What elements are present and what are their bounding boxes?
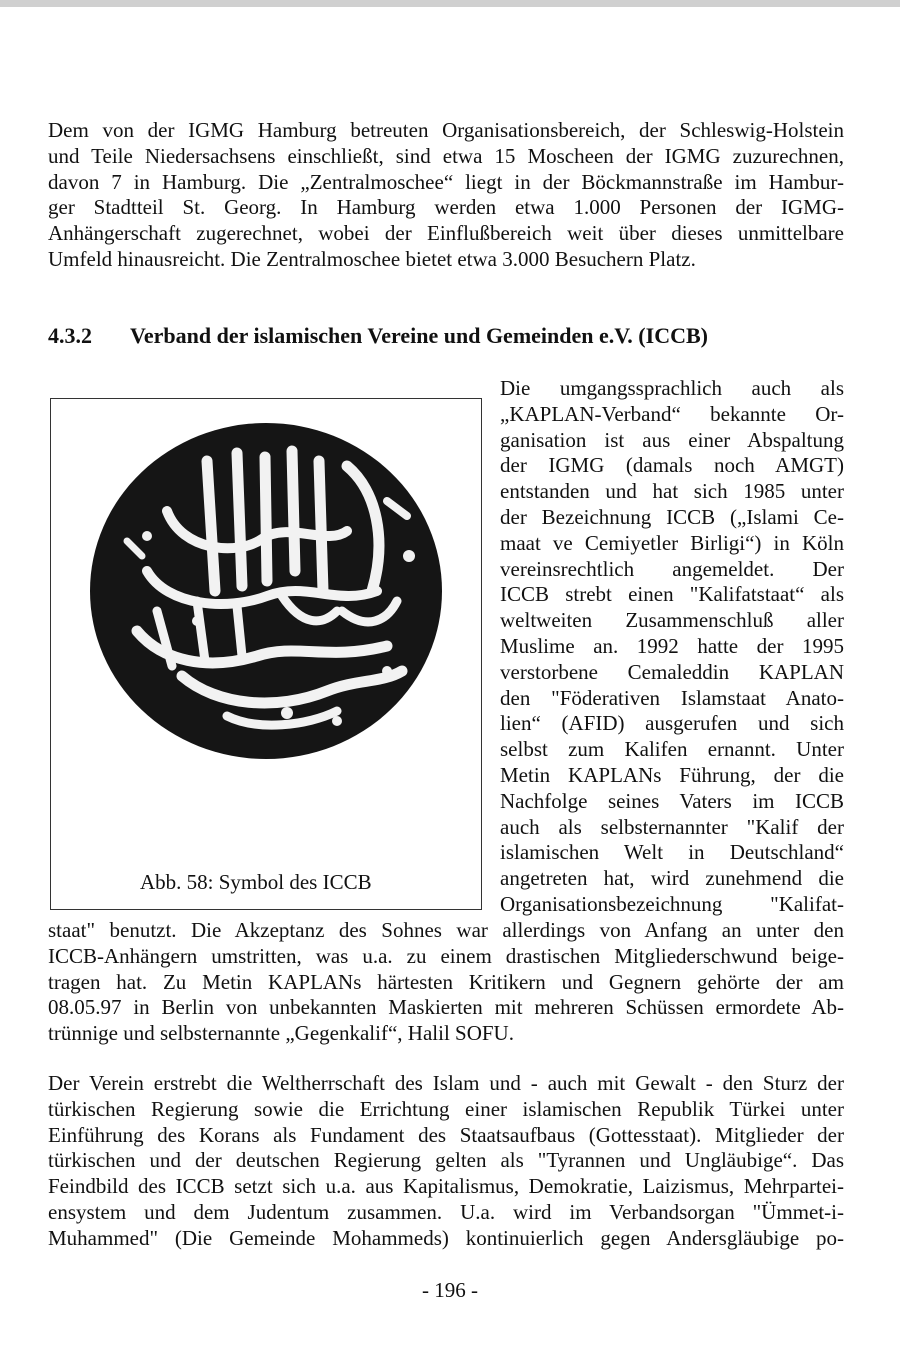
text-line: den "Föderativen Islamstaat Anato-: [500, 685, 844, 710]
text-line: Feindbild des ICCB setzt sich u.a. aus Kapitalismus, Demokratie, Laizismus, Mehrpartei-: [48, 1174, 844, 1199]
iccb-emblem-image: [87, 421, 445, 761]
text-line: maat ve Cemiyetler Birligi“) in Köln: [500, 530, 844, 555]
text-line: „KAPLAN-Verband“ bekannte Or-: [500, 401, 844, 426]
text-line: lien“ (AFID) ausgerufen und sich: [500, 711, 844, 736]
text-line: Die umgangssprachlich auch als: [500, 376, 844, 400]
text-line: der Bezeichnung ICCB („Islami Ce-: [500, 504, 844, 529]
page-number: - 196 -: [422, 1278, 478, 1302]
text-line: ganisation ist aus einer Abspaltung: [500, 427, 844, 452]
text-line: Umfeld hinausreicht. Die Zentralmoschee bietet etwa 3.000 Besuchern Platz.: [48, 246, 696, 271]
text-line: ICCB strebt einen "Kalifatstaat“ als: [500, 582, 844, 607]
text-line: der IGMG (damals noch AMGT): [500, 453, 844, 478]
text-line: Muslime an. 1992 hatte der 1995: [500, 633, 844, 658]
page-top-edge: [0, 0, 900, 7]
text-line: Organisationsbezeichnung "Kalifat-: [500, 891, 844, 916]
text-line: Einführung des Korans als Fundament des Staatsaufbaus (Gottesstaat). Mitglieder der: [48, 1122, 844, 1147]
figure-caption: Abb. 58: Symbol des ICCB: [140, 870, 372, 894]
text-line: staat" benutzt. Die Akzeptanz des Sohnes war allerdings von Anfang an unter den: [48, 918, 844, 942]
text-line: ger Stadtteil St. Georg. In Hamburg werden etwa 1.000 Personen der IGMG-: [48, 195, 844, 220]
text-line: entstanden und hat sich 1985 unter: [500, 479, 844, 504]
paragraph-goals: [48, 1071, 844, 1252]
text-line: Metin KAPLANs Führung, der die: [500, 762, 844, 787]
text-line: auch als selbsternannter "Kalif der: [500, 814, 844, 839]
text-line: verstorbene Cemaleddin KAPLAN: [500, 659, 844, 684]
text-line: Muhammed" (Die Gemeinde Mohammeds) kontinuierlich gegen Andersgläubige po-: [48, 1225, 844, 1250]
text-line: trünnige und selbsternannte „Gegenkalif“, Halil SOFU.: [48, 1021, 514, 1046]
text-line: weltweiten Zusammenschluß aller: [500, 608, 844, 633]
text-line: tragen hat. Zu Metin KAPLANs härtesten Kritikern und Gegnern gehörte der am: [48, 969, 844, 994]
text-line: angetreten hat, wird zunehmend die: [500, 866, 844, 891]
text-line: islamischen Welt in Deutschland“: [500, 840, 844, 865]
section-title: Verband der islamischen Vereine und Gemeinden e.V. (ICCB): [130, 323, 708, 348]
paragraph-iccb-continued: [48, 918, 844, 1047]
text-line: und Teile Niedersachsens einschließt, sind etwa 15 Moscheen der IGMG zuzurechnen,: [48, 143, 844, 168]
figure-iccb-symbol: [50, 398, 482, 910]
column-text: [500, 376, 844, 918]
text-line: Anhängerschaft zugerechnet, wobei der Einflußbereich weit über dieses unmittelbare: [48, 221, 844, 246]
paragraph-igmg-hamburg: [48, 118, 844, 273]
text-line: vereinsrechtlich angemeldet. Der: [500, 556, 844, 581]
section-heading: [48, 323, 708, 349]
text-line: Der Verein erstrebt die Weltherrschaft des Islam und - auch mit Gewalt - den Sturz der: [48, 1071, 844, 1095]
section-number: 4.3.2: [48, 323, 92, 348]
text-line: davon 7 in Hamburg. Die „Zentralmoschee“ liegt in der Böckmannstraße im Hambur-: [48, 169, 844, 194]
text-line: Nachfolge seines Vaters im ICCB: [500, 788, 844, 813]
text-line: ensystem und dem Judentum zusammen. U.a. wird im Verbandsorgan "Ümmet-i-: [48, 1199, 844, 1224]
text-line: Dem von der IGMG Hamburg betreuten Organisationsbereich, der Schleswig-Holstein: [48, 118, 844, 142]
text-line: ICCB-Anhängern umstritten, was u.a. zu einem drastischen Mitgliederschwund beige-: [48, 943, 844, 968]
text-line: türkischen und der deutschen Regierung gelten als "Tyrannen und Ungläubige“. Das: [48, 1148, 844, 1173]
text-line: selbst zum Kalifen ernannt. Unter: [500, 737, 844, 762]
text-line: türkischen Regierung sowie die Errichtung einer islamischen Republik Türkei unter: [48, 1096, 844, 1121]
text-line: 08.05.97 in Berlin von unbekannten Maskierten mit mehreren Schüssen ermordete Ab-: [48, 995, 844, 1020]
